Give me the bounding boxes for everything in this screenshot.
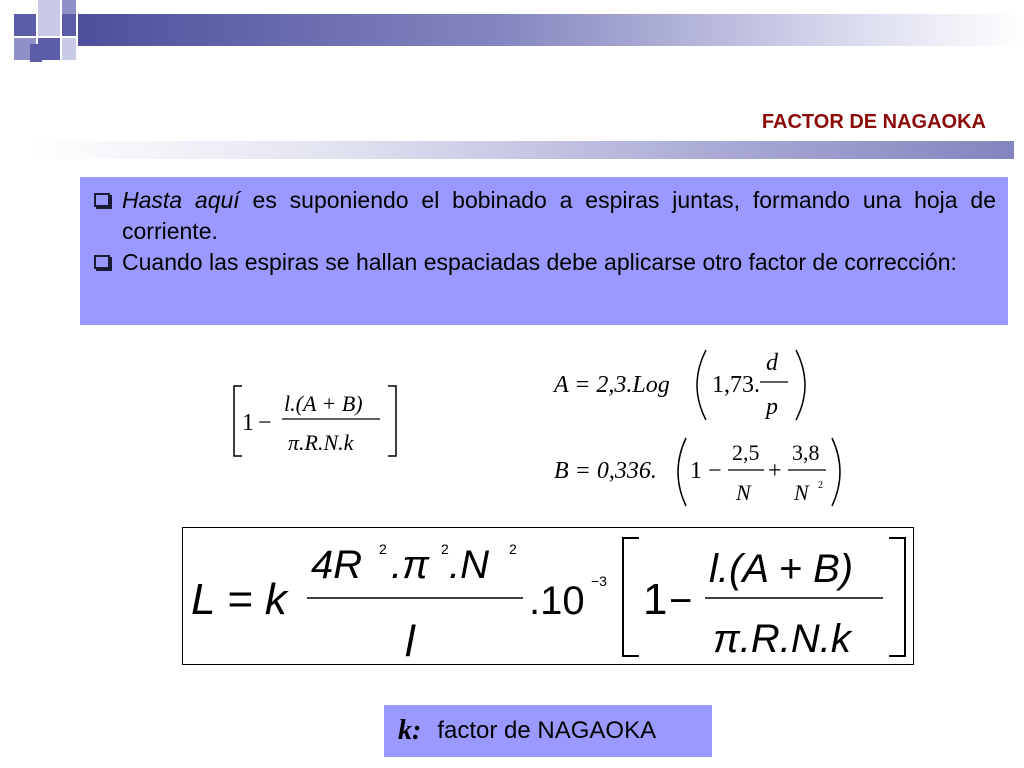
main-ten: .10 bbox=[529, 579, 585, 623]
k-definition-box bbox=[384, 705, 712, 757]
bullet-body: es suponiendo el bobinado a espiras juntas, formando una hoja de corriente. bbox=[122, 187, 996, 244]
corner-square bbox=[30, 44, 42, 62]
bullet-panel bbox=[80, 177, 1008, 325]
main-formula-box bbox=[182, 527, 914, 665]
b-f2-num: 3,8 bbox=[792, 440, 820, 465]
a-den: p bbox=[766, 394, 778, 420]
main-formula bbox=[183, 528, 912, 663]
corner-square bbox=[62, 38, 76, 60]
main-num-n: .N bbox=[449, 543, 489, 587]
a-num: d bbox=[766, 350, 778, 376]
main-one: 1 bbox=[643, 575, 668, 624]
slide-title: FACTOR DE NAGAOKA bbox=[761, 111, 986, 133]
main-exp-2c: 2 bbox=[509, 541, 517, 557]
corner-square bbox=[62, 0, 76, 14]
corner-square bbox=[62, 14, 76, 36]
corner-square bbox=[38, 0, 60, 14]
b-f2-exp: 2 bbox=[818, 480, 823, 491]
bullet-body: Cuando las espiras se hallan espaciadas debe aplicarse otro factor de corrección: bbox=[122, 249, 957, 275]
a-coef: 1,73. bbox=[712, 372, 760, 398]
b-f1-den: N bbox=[736, 480, 751, 505]
bullet-lead: Hasta aquí bbox=[122, 187, 240, 213]
main-minus: − bbox=[669, 579, 693, 623]
corner-square bbox=[38, 14, 60, 36]
header-band bbox=[78, 14, 1024, 46]
bullet-text bbox=[122, 247, 996, 278]
main-ten-exp: −3 bbox=[591, 573, 607, 589]
title-divider bbox=[30, 141, 1014, 159]
b-f2-den: N bbox=[794, 480, 809, 505]
corner-square bbox=[14, 14, 36, 36]
formula-numerator: l.(A + B) bbox=[284, 391, 363, 416]
a-definition-formula bbox=[552, 344, 822, 426]
main-lhs: L = k bbox=[191, 575, 287, 624]
bullet-item bbox=[94, 247, 996, 278]
k-symbol: k: bbox=[398, 715, 422, 746]
main-inner-den: π.R.N.k bbox=[713, 617, 851, 661]
bullet-text bbox=[122, 185, 996, 247]
checkbox-bullet-icon bbox=[94, 255, 110, 269]
b-f1-num: 2,5 bbox=[732, 440, 760, 465]
formula-one: 1 bbox=[242, 410, 254, 436]
b-one: 1 − bbox=[690, 458, 722, 484]
main-inner-num: l.(A + B) bbox=[709, 547, 854, 591]
main-exp-2b: 2 bbox=[441, 541, 449, 557]
formula-minus: − bbox=[258, 410, 272, 436]
b-plus: + bbox=[768, 458, 782, 484]
main-num-pi: .π bbox=[391, 543, 429, 587]
checkbox-bullet-icon bbox=[94, 193, 110, 207]
formula-denominator: π.R.N.k bbox=[288, 430, 354, 455]
b-lhs: B = 0,336. bbox=[554, 458, 657, 484]
main-den: l bbox=[405, 617, 415, 663]
k-label: factor de NAGAOKA bbox=[437, 717, 657, 744]
main-num-4r: 4R bbox=[311, 543, 363, 587]
main-exp-2a: 2 bbox=[379, 541, 387, 557]
bullet-item bbox=[94, 185, 996, 247]
correction-factor-formula bbox=[228, 378, 408, 464]
a-lhs: A = 2,3.Log bbox=[554, 372, 670, 398]
b-definition-formula bbox=[552, 432, 852, 512]
